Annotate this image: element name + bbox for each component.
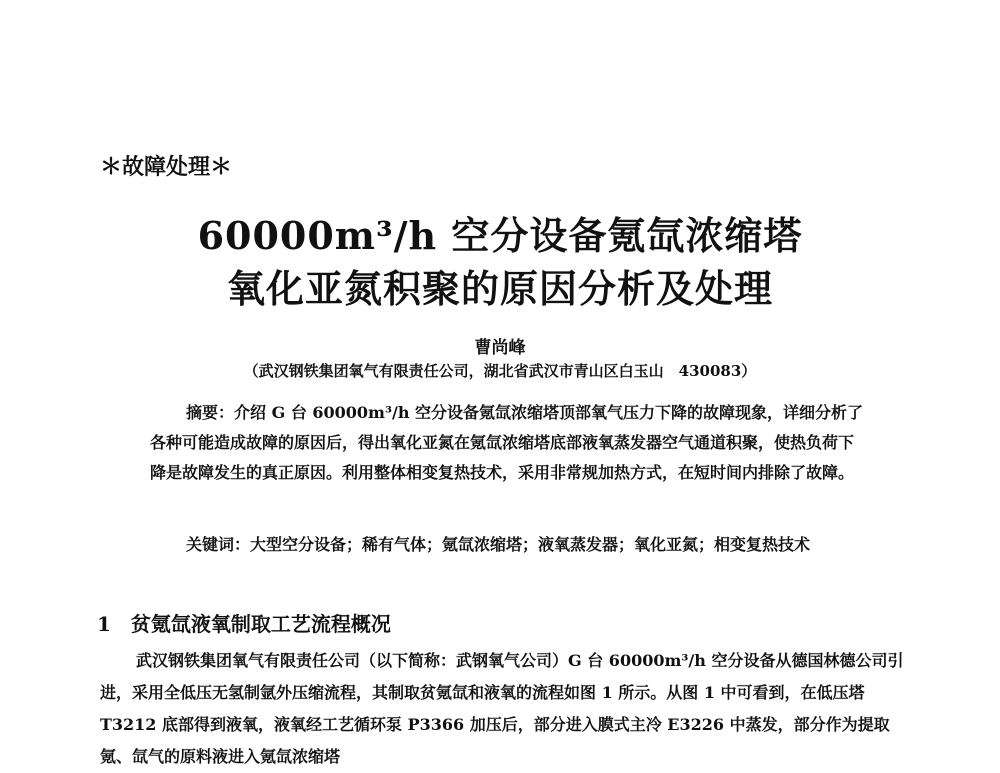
affiliation: （武汉钢铁集团氧气有限责任公司，湖北省武汉市青山区白玉山 430083） (243, 362, 757, 380)
author: 曹尚峰 (474, 338, 526, 358)
keywords (150, 530, 866, 560)
body-paragraph-text: 武汉钢铁集团氧气有限责任公司（以下简称：武钢氧气公司）G 台 60000m³/h 空分设备从德国林德公司引进，采用全低压无氢制氩外压缩流程，其制取贫氪氙和液氧的流程如图 1 所示。从图 1 中可看到，在低压塔 T3212 底部得到液氧，液氧经工艺循环泵 P3366 加压后，部分进入膜式主冷 E3226 中蒸发，部分作为提取氪、氙气的原料液进入氪氙浓缩塔 (100, 651, 904, 766)
section-heading: 1 贫氪氙液氧制取工艺流程概况 (97, 612, 391, 636)
body-paragraph (100, 645, 915, 773)
abstract-text: 介绍 G 台 60000m³/h 空分设备氪氙浓缩塔顶部氧气压力下降的故障现象，详细分析了各种可能造成故障的原因后，得出氧化亚氮在氪氙浓缩塔底部液氧蒸发器空气通道积聚，使热负荷下降是故障发生的真正原因。利用整体相变复热技术，采用非常规加热方式，在短时间内排除了故障。 (150, 403, 864, 482)
abstract (150, 398, 866, 488)
column-label: ＊故障处理＊ (100, 155, 233, 180)
title-line-1: 60000m³/h 空分设备氪氙浓缩塔 (197, 213, 803, 258)
keywords-text: 大型空分设备；稀有气体；氪氙浓缩塔；液氧蒸发器；氧化亚氮；相变复热技术 (250, 535, 811, 554)
title-line-2: 氧化亚氮积聚的原因分析及处理 (226, 266, 773, 311)
keywords-label: 关键词： (186, 535, 251, 554)
abstract-label: 摘要： (186, 403, 235, 422)
